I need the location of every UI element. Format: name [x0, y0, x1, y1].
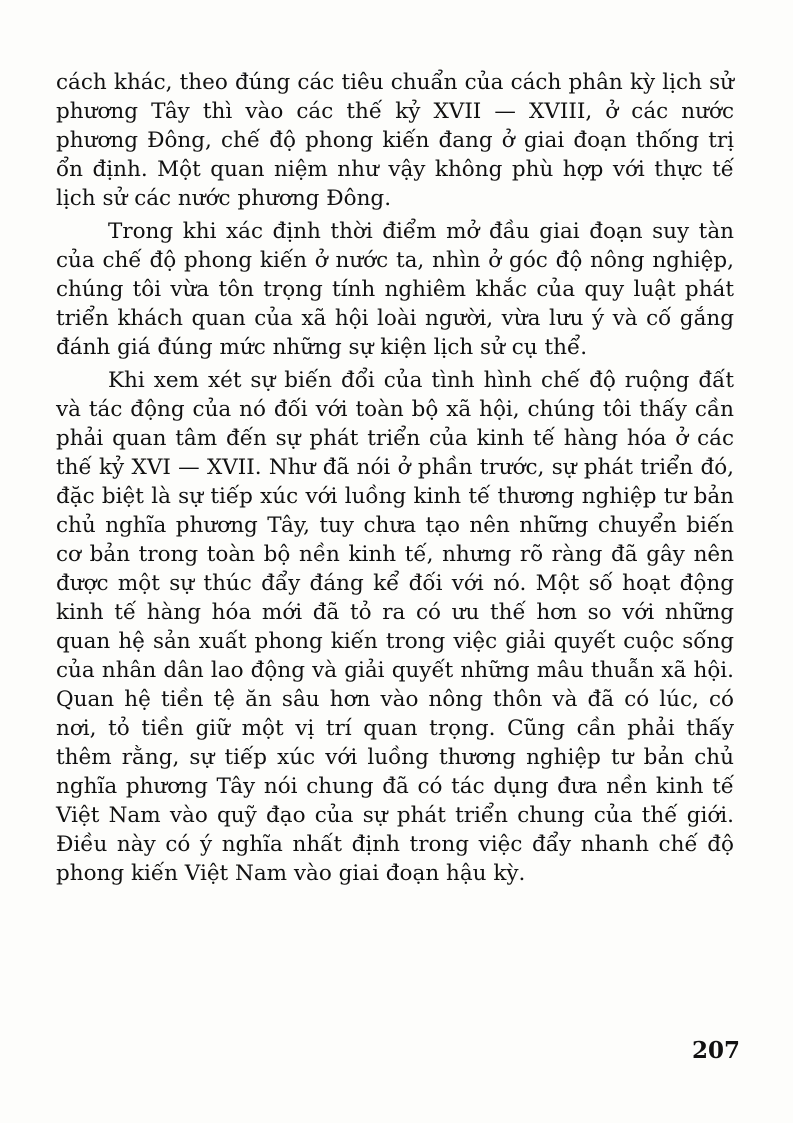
body-text — [56, 68, 734, 892]
paragraph-continuation: cách khác, theo đúng các tiêu chuẩn của cách phân kỳ lịch sử phương Tây thì vào các thế kỷ XVII — XVIII, ở các nước phương Đông, chế độ phong kiến đang ở giai đoạn thống trị ổn định. Một quan niệm như vậy không phù hợp với thực tế lịch sử các nước phương Đông. — [56, 70, 734, 211]
paragraph-decline-period: Trong khi xác định thời điểm mở đầu giai đoạn suy tàn của chế độ phong kiến ở nước ta, nhìn ở góc độ nông nghiệp, chúng tôi vừa tôn trọng tính nghiêm khắc của quy luật phát triển khách quan của xã hội loài người, vừa lưu ý và cố gắng đánh giá đúng mức những sự kiện lịch sử cụ thể. — [56, 219, 734, 360]
paragraph-commodity-economy: Khi xem xét sự biến đổi của tình hình chế độ ruộng đất và tác động của nó đối với toàn bộ xã hội, chúng tôi thấy cần phải quan tâm đến sự phát triển của kinh tế hàng hóa ở các thế kỷ XVI — XVII. Như đã nói ở phần trước, sự phát triển đó, đặc biệt là sự tiếp xúc với luồng kinh tế thương nghiệp tư bản chủ nghĩa phương Tây, tuy chưa tạo nên những chuyển biến cơ bản trong toàn bộ nền kinh tế, nhưng rõ ràng đã gây nên được một sự thúc đẩy đáng kể đối với nó. Một số hoạt động kinh tế hàng hóa mới đã tỏ ra có ưu thế hơn so với những quan hệ sản xuất phong kiến trong việc giải quyết cuộc sống của nhân dân lao động và giải quyết những mâu thuẫn xã hội. Quan hệ tiền tệ ăn sâu hơn vào nông thôn và đã có lúc, có nơi, tỏ tiền giữ một vị trí quan trọng. Cũng cần phải thấy thêm rằng, sự tiếp xúc với luồng thương nghiệp tư bản chủ nghĩa phương Tây nói chung đã có tác dụng đưa nền kinh tế Việt Nam vào quỹ đạo của sự phát triển chung của thế giới. Điều này có ý nghĩa nhất định trong việc đẩy nhanh chế độ phong kiến Việt Nam vào giai đoạn hậu kỳ. — [56, 368, 734, 886]
page-number: 207 — [691, 1037, 740, 1064]
